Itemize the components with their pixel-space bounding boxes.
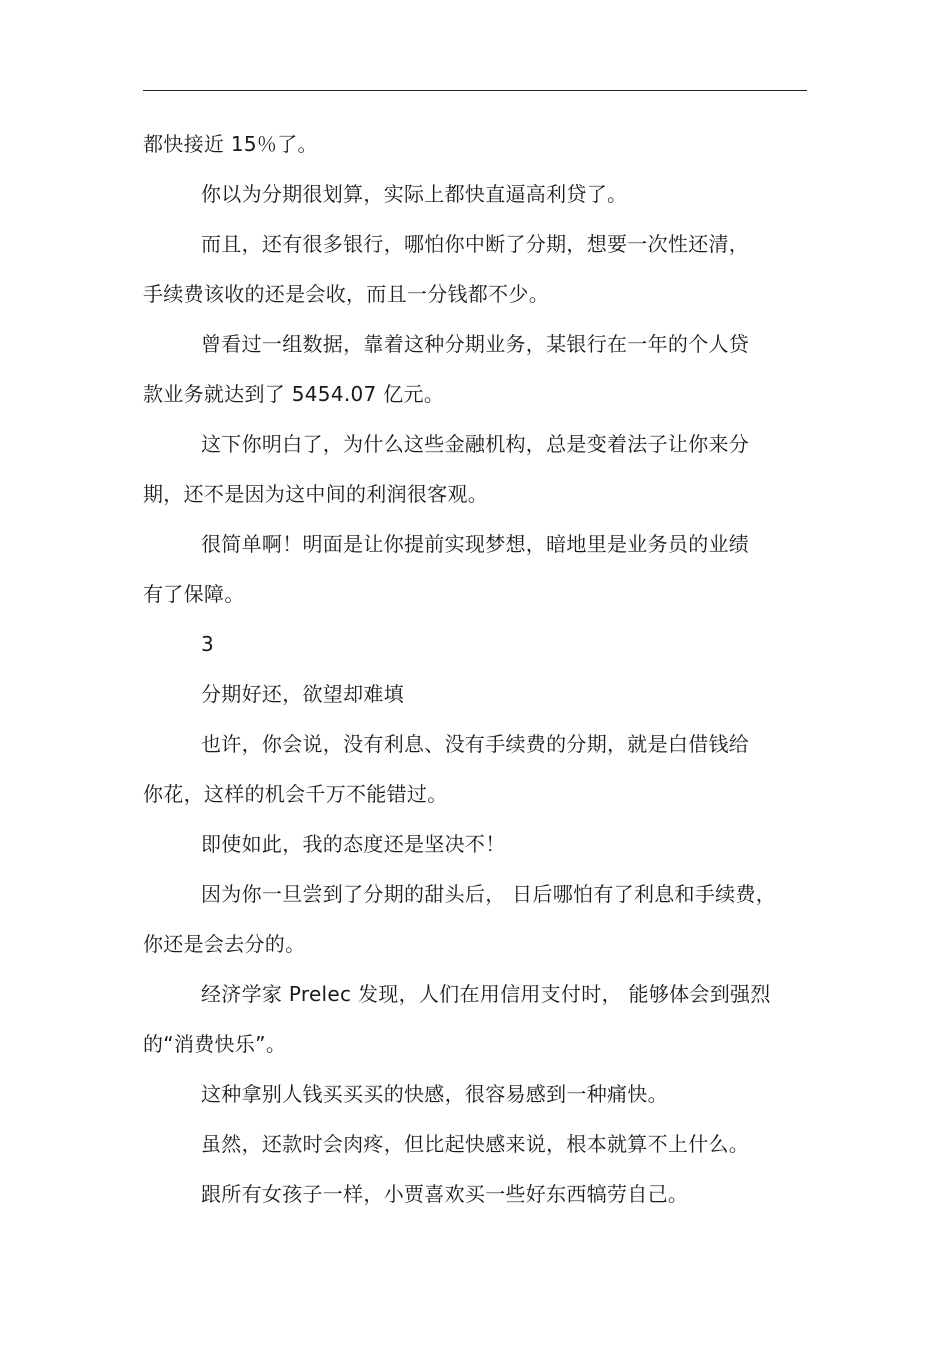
text-line-1: 都快接近 15％了。 — [143, 132, 318, 156]
text-line-19: 的“消费快乐”。 — [143, 1032, 287, 1056]
text-line-10: 有了保障。 — [143, 582, 245, 606]
text-line-9: 很简单啊！明面是让你提前实现梦想，暗地里是业务员的业绩 — [201, 532, 750, 556]
text-line-5: 曾看过一组数据，靠着这种分期业务，某银行在一年的个人贷 — [201, 332, 750, 356]
text-line-3: 而且，还有很多银行，哪怕你中断了分期，想要一次性还清， — [201, 232, 750, 256]
text-line-20: 这种拿别人钱买买买的快感，很容易感到一种痛快。 — [201, 1082, 668, 1106]
text-line-13: 也许，你会说，没有利息、没有手续费的分期，就是白借钱给 — [201, 732, 750, 756]
header-rule — [143, 90, 807, 91]
text-line-2: 你以为分期很划算，实际上都快直逼高利贷了。 — [201, 182, 628, 206]
text-line-22: 跟所有女孩子一样，小贾喜欢买一些好东西犒劳自己。 — [201, 1182, 689, 1206]
text-line-7: 这下你明白了，为什么这些金融机构，总是变着法子让你来分 — [201, 432, 750, 456]
text-line-8: 期，还不是因为这中间的利润很客观。 — [143, 482, 489, 506]
text-line-18: 经济学家 Prelec 发现，人们在用信用支付时， 能够体会到强烈 — [201, 982, 771, 1006]
section-heading: 分期好还，欲望却难填 — [201, 682, 404, 706]
section-number: 3 — [201, 632, 215, 656]
text-line-17: 你还是会去分的。 — [143, 932, 306, 956]
text-line-4: 手续费该收的还是会收，而且一分钱都不少。 — [143, 282, 549, 306]
text-line-16: 因为你一旦尝到了分期的甜头后， 日后哪怕有了利息和手续费， — [201, 882, 777, 906]
text-line-14: 你花，这样的机会千万不能错过。 — [143, 782, 448, 806]
text-line-6: 款业务就达到了 5454.07 亿元。 — [143, 382, 445, 406]
text-line-21: 虽然，还款时会肉疼，但比起快感来说，根本就算不上什么。 — [201, 1132, 750, 1156]
text-line-15: 即使如此，我的态度还是坚决不！ — [201, 832, 506, 856]
